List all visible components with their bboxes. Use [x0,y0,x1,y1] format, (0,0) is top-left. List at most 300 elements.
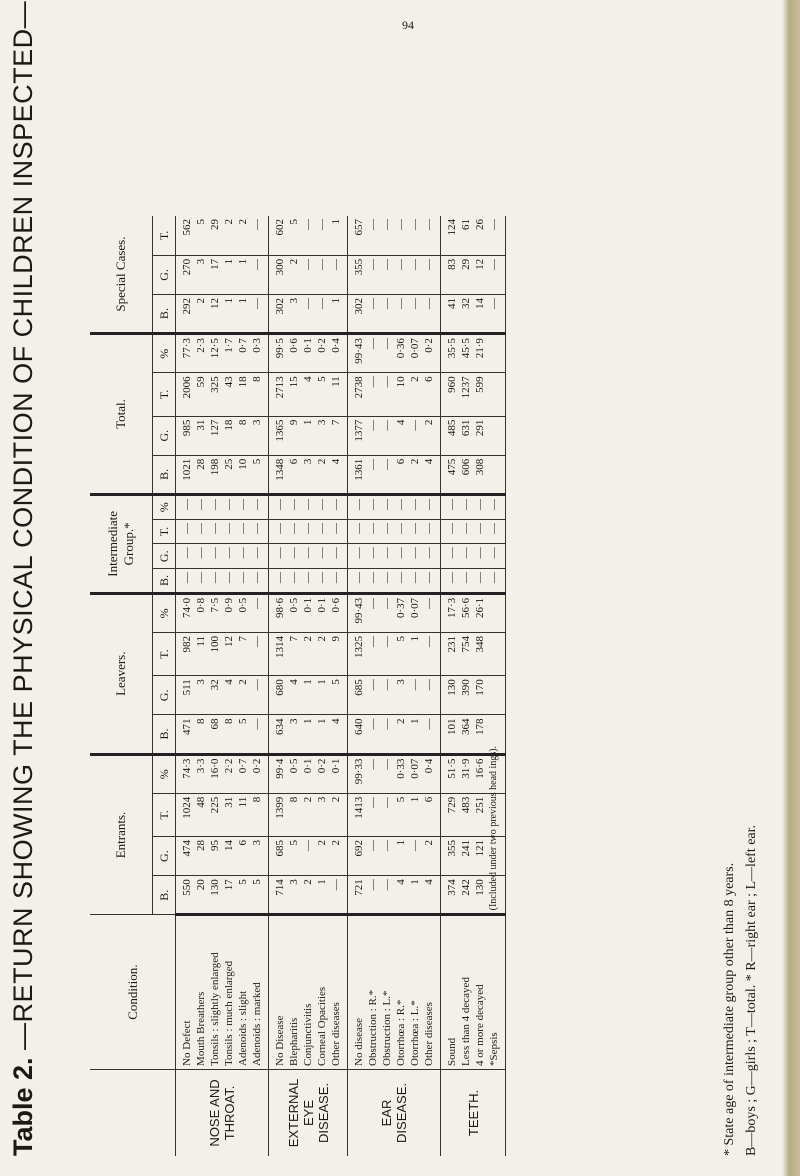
value: 1 [409,879,421,885]
value: 7·5 [209,597,221,613]
value: 0·3 [251,338,263,353]
cell-leavers-1 [176,676,269,715]
cell-entrants-3 [348,754,441,793]
value: 41 [446,297,458,309]
disease-category: EXTERNAL EYE DISEASE. [269,1069,348,1156]
value: — [367,796,379,808]
value: — [209,572,221,584]
value [487,636,501,672]
condition-label: Otorrhœa : R.* [395,999,407,1066]
value: 3 [288,718,300,724]
value: 16·6 [474,758,486,779]
cell-entrants-1 [269,837,348,876]
value: 982 [181,636,193,653]
cell-total-0 [348,455,441,494]
value: — [353,522,365,534]
value: — [423,258,435,270]
value: — [381,419,393,431]
value: 225 [209,796,221,814]
value: — [381,840,393,852]
subcol-header-leavers-0: B. [153,715,176,754]
value: 1 [330,219,342,225]
value: 0·1 [302,758,314,774]
value: — [181,547,193,559]
cell-intermediate-0 [348,569,441,594]
value: — [302,547,314,559]
value: — [195,522,207,534]
value: 29 [460,258,472,270]
cell-total-3 [176,334,269,373]
condition-label: Adenoids : slight [237,990,249,1066]
cell-special-0 [269,294,348,333]
value: 8 [195,718,207,724]
value: 43 [223,376,235,388]
value: 270 [181,258,193,276]
subcol-header-total-0: B. [153,455,176,494]
value: 1413 [353,796,365,819]
value: 26·1 [474,597,486,618]
value: — [488,219,500,230]
value: — [423,679,435,691]
value: — [237,572,249,584]
value: 0·7 [237,758,249,774]
value: — [316,297,328,309]
value: — [381,758,393,770]
value: — [460,522,472,534]
value: 59 [195,376,207,388]
cell-total-2 [176,373,269,416]
value: 130 [446,679,458,696]
value: 14 [223,840,235,852]
value: 511 [181,679,193,696]
value: 0·1 [302,597,314,613]
condition-header: Condition. [90,915,176,1070]
section-row [176,216,269,1156]
value: 1 [302,718,314,724]
value: 11 [237,796,249,808]
table-title-text: —RETURN SHOWING THE PHYSICAL CONDITION OF CHILDREN INSPECTED— [8,0,38,1050]
value: 16·0 [209,758,221,779]
cell-special-1 [348,255,441,294]
cell-leavers-0 [176,715,269,754]
value: 29 [209,219,221,230]
value: 2 [302,636,314,642]
value: — [381,879,393,891]
value: 18 [237,376,249,388]
subcol-header-total-3: % [153,334,176,373]
value: — [237,522,249,534]
value: 17 [223,879,235,891]
value: 242 [460,879,472,896]
value: 5 [316,376,328,382]
value: — [367,219,379,230]
value: 28 [195,840,207,852]
value: — [474,522,486,534]
value: — [181,572,193,584]
value: 0·8 [195,597,207,613]
value: 3 [395,679,407,685]
value: 0·2 [316,758,328,774]
value: 471 [181,718,193,735]
value: 9 [288,419,300,426]
value: 2·2 [223,758,235,774]
value: 2 [423,840,435,846]
value: 2 [409,376,421,382]
value: 5 [237,879,249,885]
value: — [488,522,500,534]
value: — [316,547,328,559]
cell-entrants-2 [176,793,269,836]
value: — [395,522,407,534]
value: 5 [237,718,249,724]
cell-entrants-0 [348,876,441,915]
value: 45·5 [460,338,472,359]
condition-label: Obstruction : R.* [367,989,379,1066]
value: 631 [460,419,472,437]
value: 4 [423,458,435,465]
value: — [251,572,263,584]
value: — [316,258,328,270]
value [487,459,501,490]
value: — [446,498,458,510]
value: 1361 [353,458,365,481]
cell-special-0 [348,294,441,333]
cell-intermediate-3 [269,494,348,519]
value: — [251,718,263,730]
value: — [316,498,328,510]
value: 602 [274,219,286,236]
value: — [474,498,486,510]
value: — [474,572,486,584]
value: 692 [353,840,365,857]
value: 3·3 [195,758,207,774]
value: 1 [302,679,314,685]
value: — [367,522,379,534]
value: 6 [395,458,407,465]
value: 31·9 [460,758,472,779]
value: 4 [395,879,407,885]
value: 685 [353,679,365,696]
value: 0·7 [237,338,249,353]
value: 1237 [460,376,472,399]
value: 0·2 [251,758,263,774]
cell-leavers-1 [269,676,348,715]
cell-leavers-1 [441,676,506,715]
value: — [381,636,393,647]
value: 2 [223,219,235,225]
value: 1365 [274,419,286,442]
condition-list [348,915,441,1070]
value: — [288,522,300,534]
value: 4 [395,419,407,426]
value: 0·4 [423,758,435,774]
value: — [423,219,435,230]
value: 714 [274,879,286,896]
value: — [209,522,221,534]
value: — [409,840,421,852]
subcol-header-leavers-2: T. [153,633,176,676]
value: 12·5 [209,338,221,359]
table-title [8,0,39,1156]
value: 4 [288,679,300,685]
footnote-intermediate-age: * State age of intermediate group other than 8 years. [722,862,737,1156]
value: 17 [209,258,221,270]
condition-label: Corneal Opacities [316,986,328,1066]
value: 2 [316,458,328,465]
value: 308 [474,458,486,476]
value: 74·3 [181,758,193,779]
value: 5 [288,219,300,225]
value: 12 [223,636,235,647]
cell-intermediate-1 [441,544,506,569]
value: 1314 [274,636,286,658]
cell-leavers-2 [176,633,269,676]
value: 0·4 [330,338,342,353]
page-number: 94 [402,18,414,32]
cell-leavers-3 [269,593,348,632]
value: 2 [330,840,342,846]
condition-label: Sound [446,1037,458,1066]
value: — [409,679,421,691]
value: 364 [460,718,472,735]
value: 99·43 [353,597,365,624]
value: 6 [423,796,435,803]
disease-category: NOSE AND THROAT. [176,1069,269,1156]
value: 0·9 [223,597,235,613]
value: — [395,547,407,559]
cell-intermediate-3 [176,494,269,519]
value: 68 [209,718,221,730]
cell-entrants-1 [176,837,269,876]
cell-special-1 [441,255,506,294]
cell-leavers-0 [269,715,348,754]
value: 6 [423,376,435,382]
value: 729 [446,796,458,814]
value: 640 [353,718,365,735]
cell-leavers-2 [441,633,506,676]
value: 2006 [181,376,193,399]
value: — [381,597,393,609]
value: — [381,458,393,470]
value: — [316,522,328,534]
section-row [348,216,441,1156]
cell-intermediate-0 [269,569,348,594]
cell-leavers-2 [348,633,441,676]
value: 475 [446,458,458,476]
value: — [367,338,379,350]
value: 251 [474,796,486,814]
cell-entrants-3 [269,754,348,793]
value: 1 [330,297,342,304]
condition-label: Blepharitis [288,1017,300,1066]
value: — [409,498,421,510]
value: 124 [446,219,458,236]
subcol-header-entrants-2: T. [153,793,176,836]
value: 100 [209,636,221,653]
subcol-header-entrants-1: G. [153,837,176,876]
value: 0·5 [288,597,300,613]
value: — [209,498,221,510]
value: 1348 [274,458,286,481]
cell-intermediate-1 [348,544,441,569]
value: 4 [330,718,342,724]
value [487,376,501,412]
condition-label: Tonsils : much enlarged [223,960,235,1066]
condition-label: Less than 4 decayed [460,977,472,1066]
condition-list [269,915,348,1070]
cell-total-1 [269,416,348,455]
value: — [474,547,486,559]
table-label: Table 2. [8,1057,38,1156]
value: 1021 [181,458,193,481]
value: — [395,219,407,230]
condition-label: No Disease [274,1015,286,1066]
value: 0·5 [288,758,300,774]
cell-total-0 [269,455,348,494]
value: 170 [474,679,486,696]
value: — [423,597,435,609]
value: 1 [395,840,407,846]
value: 0·1 [330,758,342,774]
value: 1 [223,297,235,304]
value: — [237,547,249,559]
group-header-leavers: Leavers. [90,593,153,754]
cell-intermediate-0 [176,569,269,594]
value: 12 [474,258,486,270]
value: — [423,297,435,309]
subcol-header-special-2: T. [153,216,176,255]
value: 680 [274,679,286,696]
cell-intermediate-1 [176,544,269,569]
value: 657 [353,219,365,236]
disease-category: EAR DISEASE. [348,1069,441,1156]
value: 474 [181,840,193,857]
value: 2 [237,219,249,225]
value: 325 [209,376,221,393]
value: 8 [251,376,263,382]
value: 2 [237,679,249,685]
value: 99·5 [274,338,286,359]
value: 14 [474,297,486,309]
value: 599 [474,376,486,393]
value: — [381,572,393,584]
value: — [330,879,342,891]
value: — [381,679,393,691]
value: — [381,338,393,350]
cell-entrants-3 [176,754,269,793]
value: — [367,840,379,852]
value: — [316,572,328,584]
cell-leavers-3 [348,593,441,632]
subcol-header-entrants-0: B. [153,876,176,915]
value: 5 [288,840,300,846]
value: — [353,547,365,559]
value: 0·1 [302,338,314,353]
value: — [460,547,472,559]
value: 56·6 [460,597,472,618]
value: 2 [302,879,314,885]
value [487,598,501,629]
value: — [274,498,286,510]
value: — [423,572,435,584]
value: — [195,572,207,584]
cell-entrants-0 [269,876,348,915]
cell-intermediate-2 [348,519,441,544]
value: 1 [316,718,328,724]
value: 0·33 [395,758,407,779]
value: — [367,718,379,730]
condition-list [176,915,269,1070]
value: 1377 [353,419,365,442]
condition-label: No Defect [181,1020,193,1066]
value: 130 [474,879,486,896]
value: 2 [330,796,342,803]
value: — [288,572,300,584]
condition-label: Other diseases [330,1002,342,1066]
condition-label: Other diseases [423,1002,435,1066]
value: 1 [223,258,235,265]
value: 18 [223,419,235,431]
value: 0·2 [316,338,328,353]
value: — [460,572,472,584]
cell-total-3 [441,334,506,373]
value: 5 [395,636,407,642]
value: — [330,547,342,559]
value: 302 [274,297,286,315]
cell-entrants-2 [348,793,441,836]
subcol-header-intermediate-3: % [153,494,176,519]
value: — [381,376,393,388]
condition-label: Adenoids : marked [251,982,263,1066]
value: 2 [423,419,435,426]
subcol-header-entrants-3: % [153,754,176,793]
value: 10 [395,376,407,388]
value: 3 [316,419,328,426]
value: 550 [181,879,193,896]
value: 4 [423,879,435,885]
value: 0·2 [423,338,435,353]
value: 3 [251,840,263,846]
value: 1·7 [223,338,235,353]
value: 6 [237,840,249,846]
value: — [274,572,286,584]
subcol-header-special-1: G. [153,255,176,294]
value: 0·36 [395,338,407,359]
value: 355 [446,840,458,857]
cell-total-3 [269,334,348,373]
value: 8 [288,796,300,803]
cell-intermediate-2 [269,519,348,544]
condition-label: 4 or more decayed [474,984,486,1066]
value: 11 [195,636,207,647]
value: 2 [288,258,300,265]
value: 198 [209,458,221,476]
value: 390 [460,679,472,696]
cell-total-2 [348,373,441,416]
value [487,679,501,711]
value: — [251,498,263,510]
value: — [330,258,342,270]
cell-intermediate-2 [441,519,506,544]
value: — [423,522,435,534]
value: 0·5 [237,597,249,613]
value: 3 [251,419,263,426]
condition-label: *Sepsis [488,1032,500,1066]
value: 300 [274,258,286,276]
subcol-header-leavers-1: G. [153,676,176,715]
value: 685 [274,840,286,857]
value: — [195,498,207,510]
